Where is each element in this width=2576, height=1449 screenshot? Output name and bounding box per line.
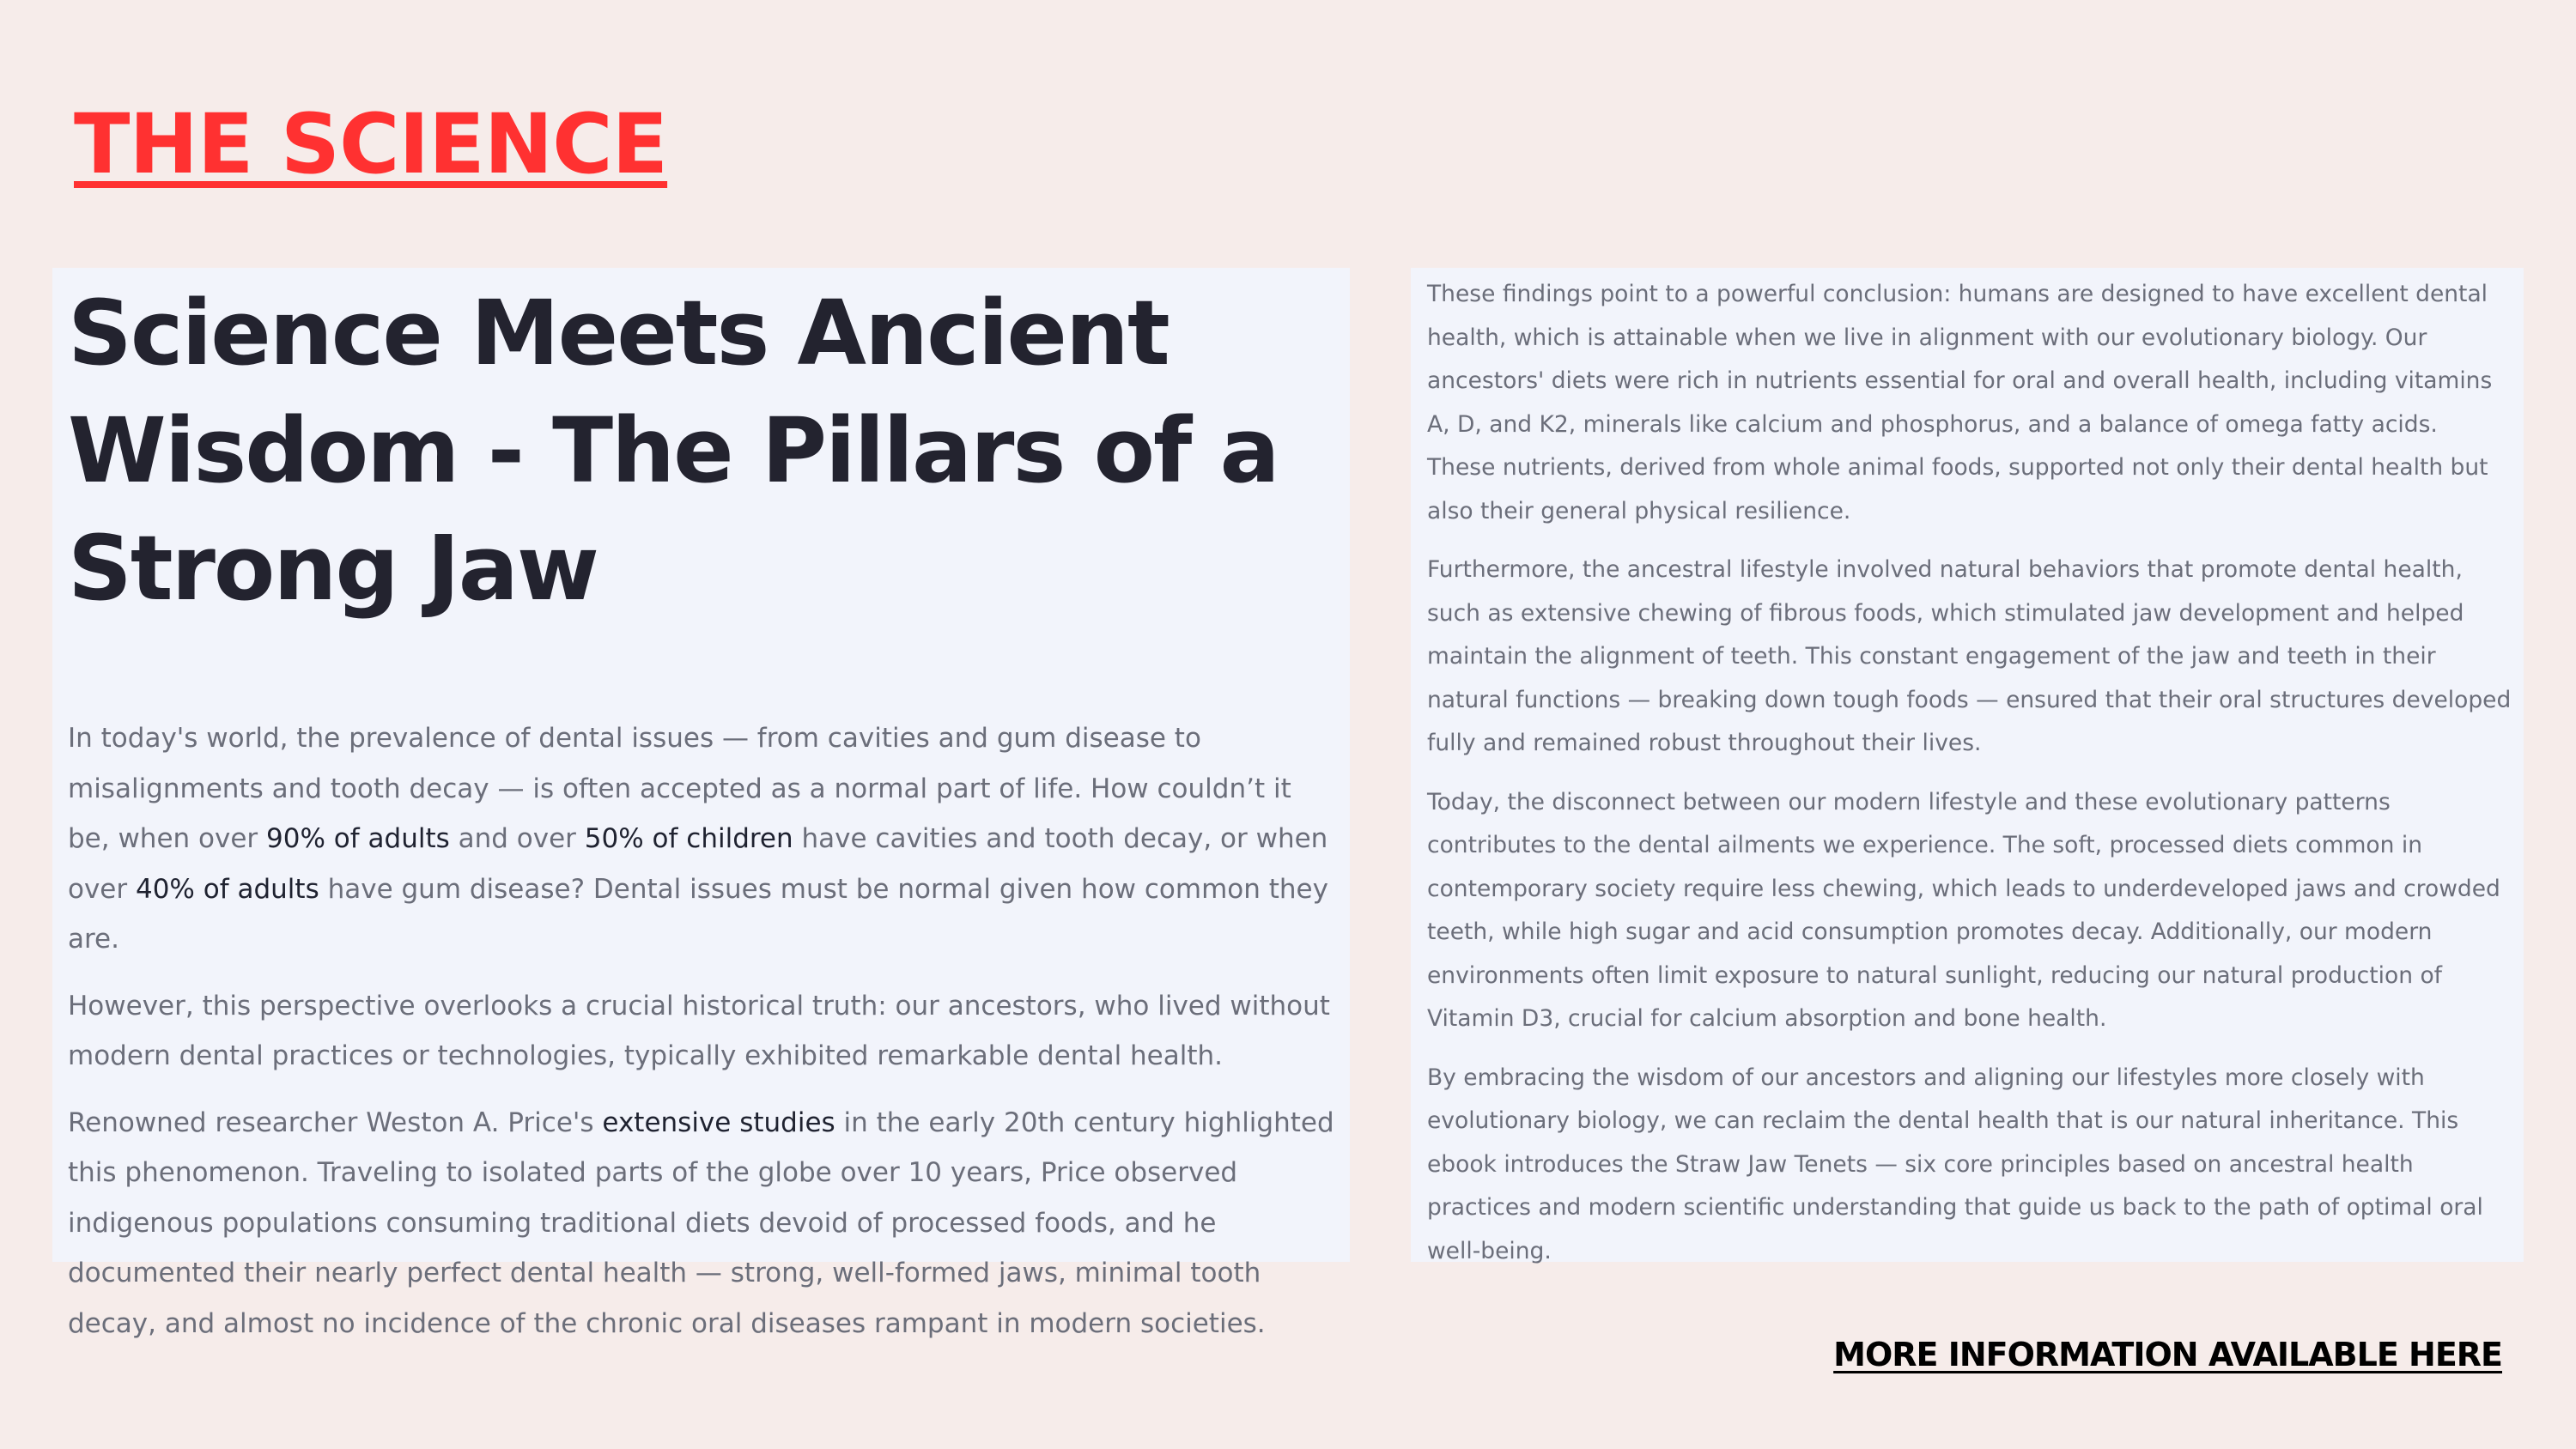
paragraph-weston-price (68, 1098, 1334, 1349)
article-left-panel (52, 268, 1350, 1339)
paragraph-text: in the early 20th century highlighted this phenomenon. Traveling to isolated parts of the globe over 10 years, Price observed indigenous populations consuming traditional diets devoid of processed foods, and he documented their nearly perfect dental health — strong, well-formed jaws, minimal tooth decay, and almost no incidence of the chronic oral diseases rampant in modern societies. (68, 1106, 1334, 1339)
paragraph-text: and over (449, 823, 585, 854)
article-title: Science Meets Ancient Wisdom - The Pillars of a Strong Jaw (68, 281, 1279, 621)
page-heading: THE SCIENCE (74, 96, 668, 192)
left-paragraphs (68, 713, 1334, 1349)
paragraph-historical-truth: However, this perspective overlooks a crucial historical truth: our ancestors, who lived without modern dental practices or technologies, typically exhibited remarkable dental health. (68, 990, 1330, 1071)
paragraph-text: In today's world, the prevalence of dental issues — from cavities and gum disease to misalignments and tooth decay — is often accepted as a normal part of life. How couldn’t it be, when over (68, 723, 1291, 854)
more-information-link[interactable]: MORE INFORMATION AVAILABLE HERE (1833, 1336, 2502, 1373)
paragraph-text: Renowned researcher Weston A. Price's (68, 1106, 603, 1138)
paragraph-text: have cavities and tooth decay, or when over (68, 823, 1328, 905)
paragraph-findings: These findings point to a powerful conclusion: humans are designed to have excellent dental health, which is attainable when we live in alignment with our evolutionary biology. Our ancestors' diets were rich in nutrients essential for oral and overall health, including vitamins A, D, and K2, minerals like calcium and phosphorus, and a balance of omega fatty acids. These nutrients, derived from whole animal foods, supported not only their dental health but also their general physical resilience. (1427, 281, 2493, 524)
paragraph-ancestral-lifestyle: Furthermore, the ancestral lifestyle involved natural behaviors that promote dental health, such as extensive chewing of fibrous foods, which stimulated jaw development and helped maintain the alignment of teeth. This constant engagement of the jaw and teeth in their natural functions — breaking down tough foods — ensured that their oral structures developed fully and remained robust throughout their lives. (1427, 556, 2512, 756)
stat-40-percent-adults: 40% of adults (135, 873, 319, 905)
paragraph-straw-jaw-tenets: By embracing the wisdom of our ancestors and aligning our lifestyles more closely with evolutionary biology, we can reclaim the dental health that is our natural inheritance. This ebook introduces the Straw Jaw Tenets — six core principles based on ancestral health practices and modern scientific understanding that guide us back to the path of optimal oral well-being. (1427, 1064, 2483, 1264)
extensive-studies-link[interactable]: extensive studies (602, 1106, 835, 1138)
paragraph-modern-disconnect: Today, the disconnect between our modern lifestyle and these evolutionary patterns contributes to the dental ailments we experience. The soft, processed diets common in contemporary society require less chewing, which leads to underdeveloped jaws and crowded teeth, while high sugar and acid consumption promotes decay. Additionally, our modern environments often limit exposure to natural sunlight, reducing our natural production of Vitamin D3, crucial for calcium absorption and bone health. (1427, 788, 2500, 1032)
paragraph-dental-issues (68, 713, 1334, 965)
paragraph-text: have gum disease? Dental issues must be normal given how common they are. (68, 873, 1328, 955)
stat-90-percent-adults: 90% of adults (266, 823, 450, 854)
stat-50-percent-children: 50% of children (584, 823, 793, 854)
article-right-panel (1411, 268, 2524, 1262)
